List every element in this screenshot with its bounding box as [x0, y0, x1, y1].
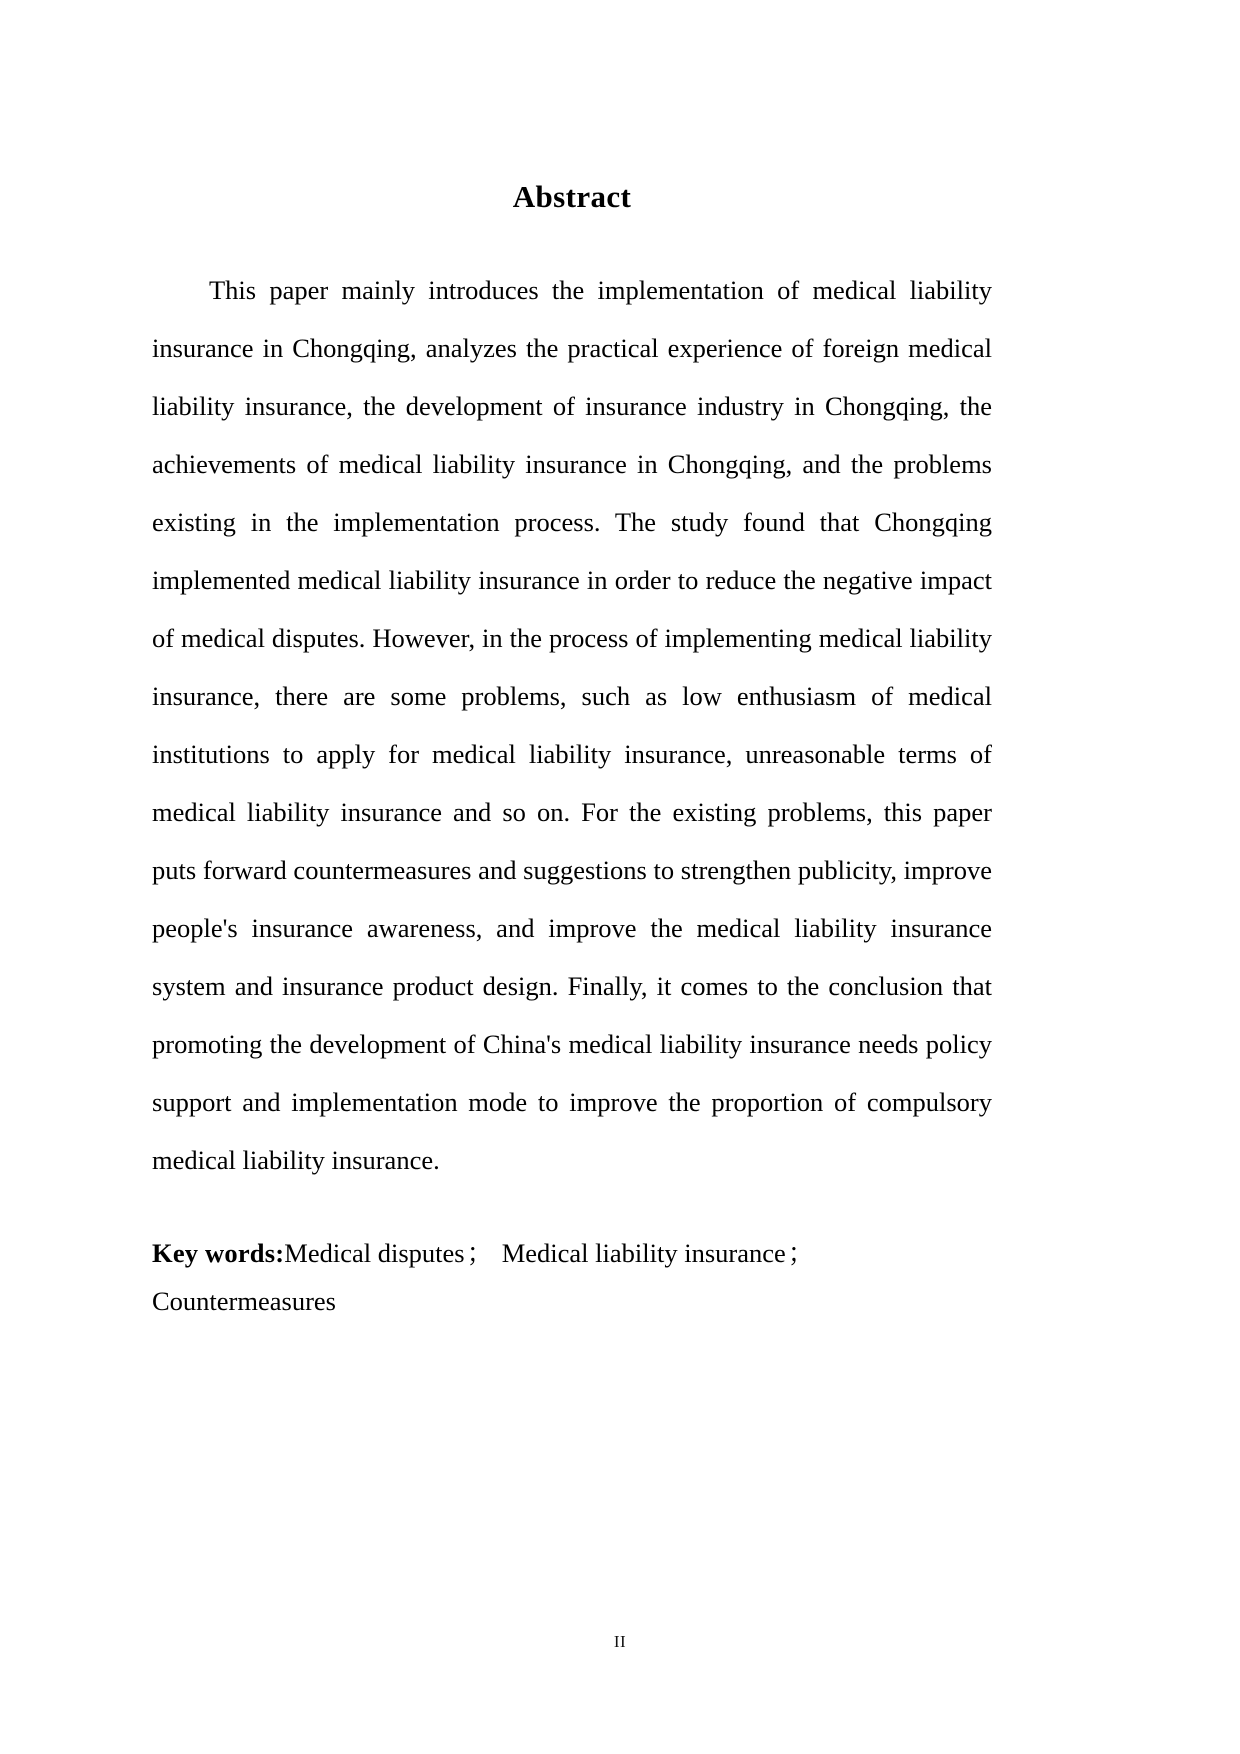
- abstract-paragraph: This paper mainly introduces the implementation of medical liability insurance in Chongqing, analyzes the practical experience of foreign medical liability insurance, the development of insurance industry in Chongqing, the achievements of medical liability insurance in Chongqing, and the problems existing in the implementation process. The study found that Chongqing implemented medical liability insurance in order to reduce the negative impact of medical disputes. However, in the process of implementing medical liability insurance, there are some problems, such as low enthusiasm of medical institutions to apply for medical liability insurance, unreasonable terms of medical liability insurance and so on. For the existing problems, this paper puts forward countermeasures and suggestions to strengthen publicity, improve people's insurance awareness, and improve the medical liability insurance system and insurance product design. Finally, it comes to the conclusion that promoting the development of China's medical liability insurance needs policy support and implementation mode to improve the proportion of compulsory medical liability insurance.: [152, 275, 992, 1176]
- page-content: [152, 0, 992, 1325]
- keywords-line: [152, 1189, 992, 1325]
- page-number: II: [613, 1632, 627, 1651]
- keyword-item-2: Medical liability insurance: [501, 1238, 786, 1269]
- keyword-separator-2: ；: [787, 1238, 815, 1269]
- keyword-separator-1: ；: [466, 1238, 494, 1269]
- keyword-item-3: Countermeasures: [152, 1286, 336, 1317]
- keywords-label: Key words:: [152, 1238, 285, 1269]
- page-title: Abstract: [512, 179, 632, 214]
- keyword-item-1: Medical disputes: [284, 1238, 465, 1269]
